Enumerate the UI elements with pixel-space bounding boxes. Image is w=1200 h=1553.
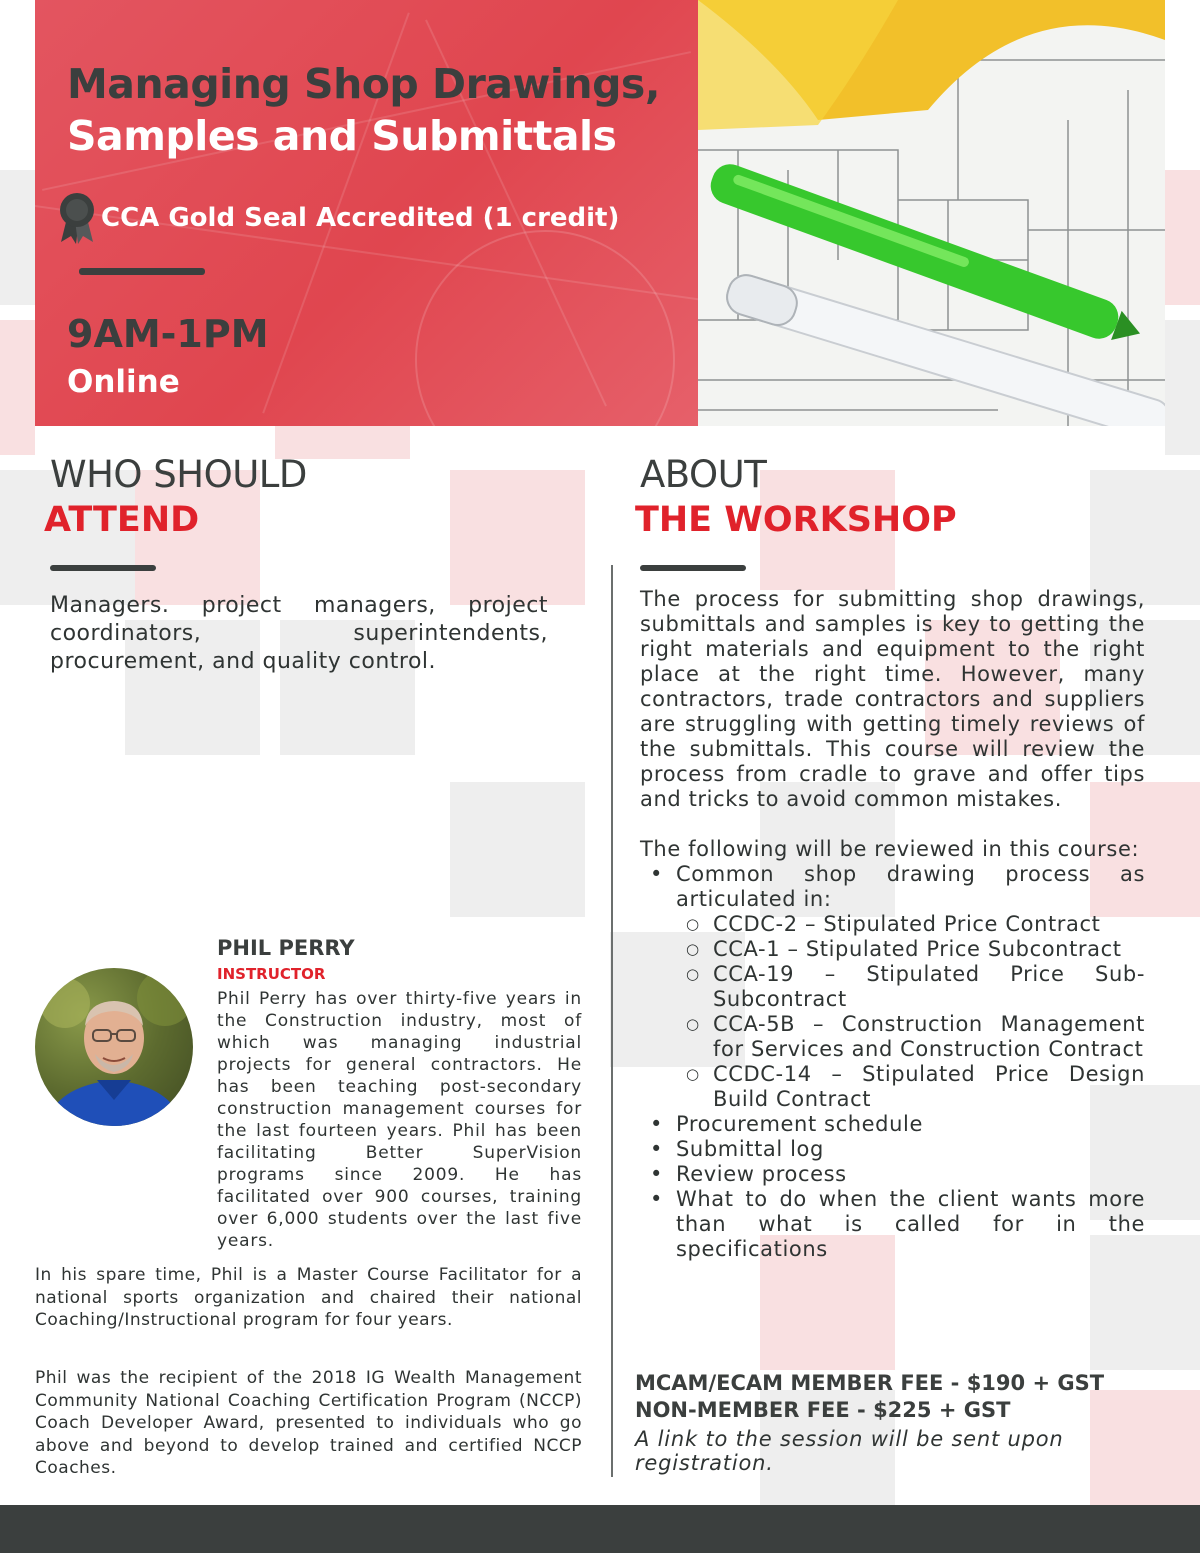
member-fee: MCAM/ECAM MEMBER FEE - $190 + GST <box>635 1371 1105 1395</box>
attend-heading-bold: ATTEND <box>44 500 200 540</box>
list-item <box>640 862 1145 1112</box>
instructor-bio-3: Phil was the recipient of the 2018 IG Wealth Management Community National Coaching Certification Program (NCCP) Coach Developer Award, presented to individuals who go above and beyond to develop trained and certified NCCP Coaches. <box>35 1368 582 1478</box>
column-divider <box>611 565 613 1477</box>
topic-common-process: Common shop drawing process as articulated in: <box>676 862 1145 911</box>
attend-description: Managers. project managers, project coordinators, superintendents, procurement, and quality control. <box>50 593 548 674</box>
instructor-photo-graphic <box>35 968 193 1126</box>
instructor-bio-2: In his spare time, Phil is a Master Course Facilitator for a national sports organization and chaired their national Coaching/Instructional program for four years. <box>35 1265 582 1330</box>
blueprint-graphic <box>698 0 1165 426</box>
contracts-sublist <box>640 912 1145 1112</box>
title-line-2: Samples and Submittals <box>67 112 617 160</box>
instructor-name: PHIL PERRY <box>217 936 355 960</box>
fees-section <box>635 1370 1135 1475</box>
registration-note: A link to the session will be sent upon registration. <box>635 1427 1064 1475</box>
topics-list <box>640 862 1145 1262</box>
instructor-bio-1: Phil Perry has over thirty-five years in the Construction industry, most of which was managing industrial projects for general contractors. He has been teaching post-secondary construction management courses for the last fourteen years. Phil has been facilitating Better SuperVision programs since 2009. He has facilitated over 900 courses, training over 6,000 students over the last five years. <box>217 989 582 1251</box>
list-item: ○ CCA-5B – Construction Management for Services and Construction Contract <box>640 1012 1145 1062</box>
title-line-1: Managing Shop Drawings, <box>67 60 660 108</box>
list-item: ○ CCDC-14 – Stipulated Price Design Build Contract <box>640 1062 1145 1112</box>
header-divider <box>79 268 205 275</box>
footer-bar <box>0 1505 1200 1553</box>
list-item: • What to do when the client wants more than what is called for in the specifications <box>640 1187 1145 1262</box>
blueprint-highlighter-photo <box>698 0 1165 426</box>
session-time: 9AM-1PM <box>67 312 269 356</box>
about-heading-rule <box>640 565 746 571</box>
instructor-role: INSTRUCTOR <box>217 965 326 983</box>
instructor-portrait <box>35 968 193 1126</box>
about-heading-light: ABOUT <box>640 453 767 496</box>
attend-heading-rule <box>50 565 156 571</box>
header-banner <box>35 0 1165 426</box>
attend-heading-light: WHO SHOULD <box>50 453 307 496</box>
list-item: • Procurement schedule <box>640 1112 1145 1137</box>
session-location: Online <box>67 364 180 400</box>
award-ribbon-icon <box>57 192 97 244</box>
list-item: • Submittal log <box>640 1137 1145 1162</box>
workshop-title <box>67 58 707 162</box>
list-item: ○ CCA-19 – Stipulated Price Sub-Subcontract <box>640 962 1145 1012</box>
accreditation-text: CCA Gold Seal Accredited (1 credit) <box>101 203 620 233</box>
accreditation-badge <box>57 192 619 244</box>
list-item: ○ CCDC-2 – Stipulated Price Contract <box>640 912 1145 937</box>
list-item: ○ CCA-1 – Stipulated Price Subcontract <box>640 937 1145 962</box>
about-list-intro: The following will be reviewed in this course: <box>640 837 1140 861</box>
about-heading-bold: THE WORKSHOP <box>635 500 957 540</box>
non-member-fee: NON-MEMBER FEE - $225 + GST <box>635 1398 1011 1422</box>
about-description <box>640 587 1145 1262</box>
list-item: • Review process <box>640 1162 1145 1187</box>
about-intro: The process for submitting shop drawings, submittals and samples is key to getting the right materials and equipment to the right place at the right time. However, many contractors, trade contractors and suppliers are struggling with getting timely reviews of the submittals. This course will review the process from cradle to grave and offer tips and tricks to avoid common mistakes. <box>640 587 1145 811</box>
